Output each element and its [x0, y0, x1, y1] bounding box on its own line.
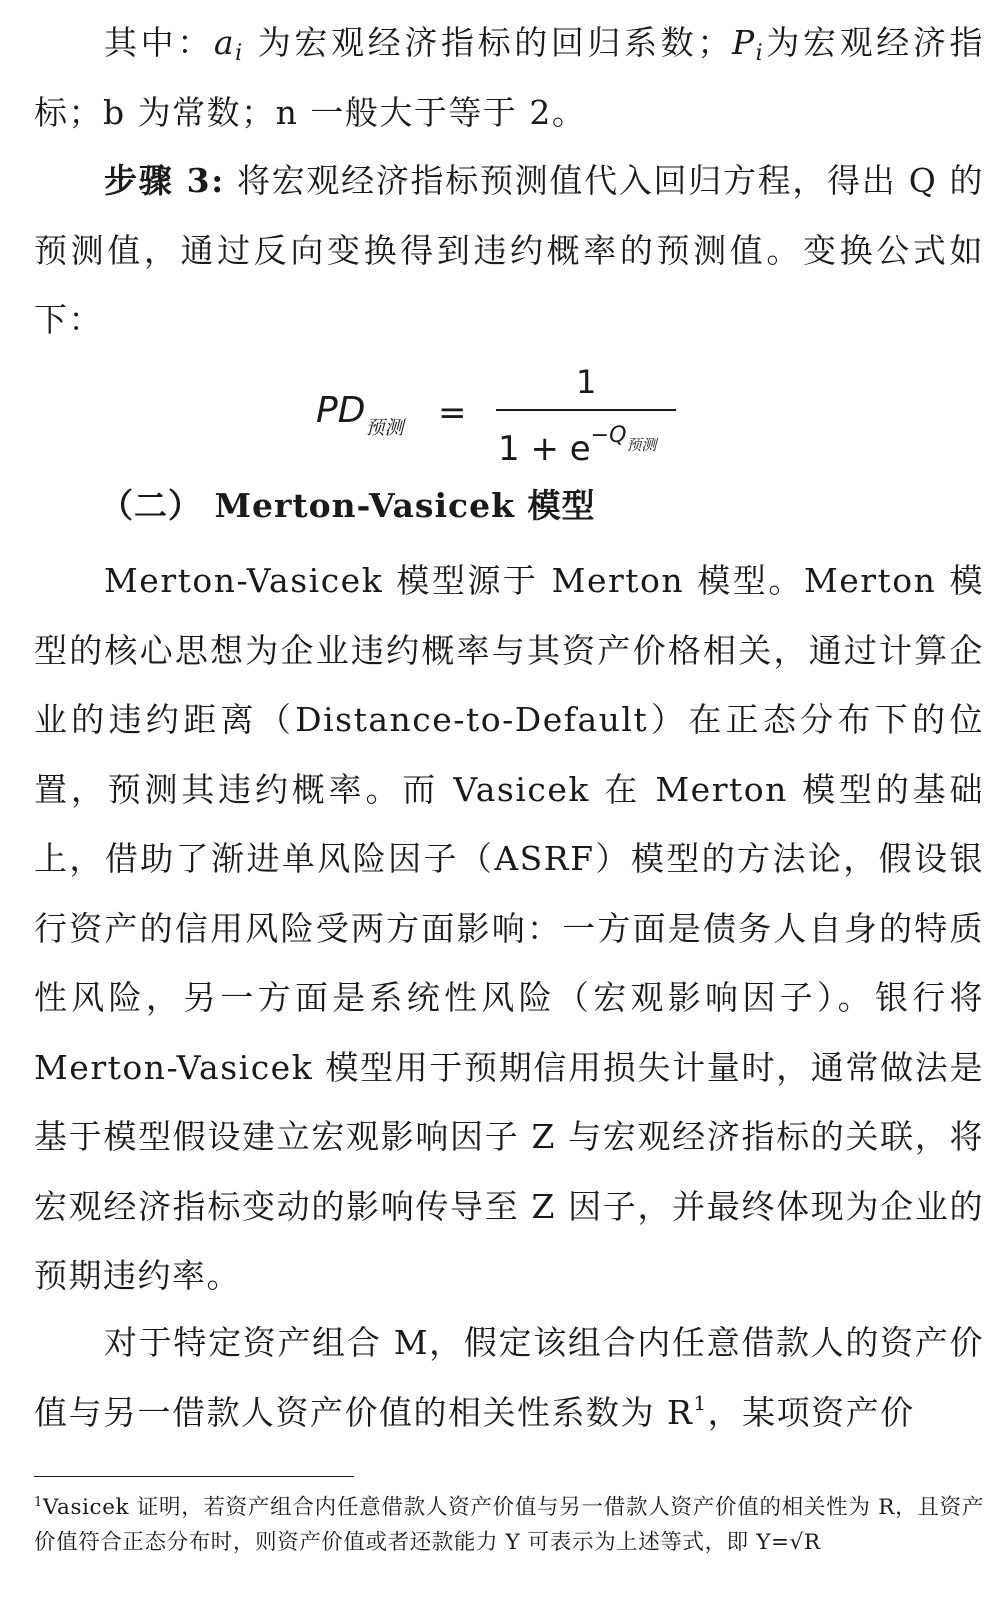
formula-equals: =	[438, 393, 467, 433]
portfolio-tail: ，某项资产价	[707, 1392, 915, 1432]
paragraph-coefficients	[34, 8, 984, 147]
formula-exponent-text: −Q	[590, 423, 627, 448]
formula-exponent-sub: 预测	[626, 436, 657, 454]
footnote-text: Vasicek 证明，若资产组合内任意借款人资产价值与另一借款人资产价值的相关性为 R，且资产价值符合正态分布时，则资产价值或者还款能力 Y 可表示为上述等式，即 Y=√R	[34, 1495, 984, 1555]
sub-i: i	[235, 41, 244, 66]
pd-formula	[316, 365, 696, 475]
formula-numerator: 1	[576, 363, 597, 401]
formula-denominator	[498, 423, 656, 469]
formula-fraction-bar	[496, 409, 676, 411]
footnote-divider	[34, 1476, 354, 1477]
var-p: P	[731, 23, 756, 62]
text-mid: 为宏观经济指标的回归系数；	[257, 23, 732, 62]
section-heading: （二） Merton-Vasicek 模型	[100, 486, 596, 525]
formula-pd: PD	[316, 390, 366, 431]
text-prefix: 其中：	[104, 23, 214, 62]
paragraph-merton-vasicek: Merton-Vasicek 模型源于 Merton 模型。Merton 模型的核心思想为企业违约概率与其资产价格相关，通过计算企业的违约距离（Distance-to-Default）在正态分布下的位置，预测其违约概率。而 Vasicek 在 Merton 模型的基础上，借助了渐进单风险因子（ASRF）模型的方法论，假设银行资产的信用风险受两方面影响：一方面是债务人自身的特质性风险，另一方面是系统性风险（宏观影响因子）。银行将 Merton-Vasicek 模型用于预期信用损失计量时，通常做法是基于模型假设建立宏观影响因子 Z 与宏观经济指标的关联，将宏观经济指标变动的影响传导至 Z 因子，并最终体现为企业的预期违约率。	[34, 561, 984, 1295]
paragraph-portfolio	[34, 1308, 984, 1447]
var-a: a	[213, 23, 236, 62]
paragraph-step3	[34, 146, 984, 355]
formula-denominator-text: 1 + e	[498, 429, 591, 469]
footnote	[34, 1490, 984, 1560]
footnote-ref[interactable]: 1	[693, 1390, 708, 1415]
formula-exponent	[590, 423, 657, 454]
text-suffix: 为宏观经济指标；b 为常数；n 一般大于等于 2。	[34, 23, 985, 132]
portfolio-text: 对于特定资产组合 M，假定该组合内任意借款人的资产价值与另一借款人资产价值的相关性系数为 R	[34, 1323, 984, 1432]
step3-text: 将宏观经济指标预测值代入回归方程，得出 Q 的预测值，通过反向变换得到违约概率的预测值。变换公式如下：	[34, 161, 984, 339]
sub-i2: i	[755, 41, 765, 66]
formula-lhs	[316, 390, 403, 440]
footnote-number: 1	[34, 1495, 43, 1510]
step3-label: 步骤 3:	[104, 161, 225, 200]
formula-lhs-sub: 预测	[365, 417, 404, 439]
